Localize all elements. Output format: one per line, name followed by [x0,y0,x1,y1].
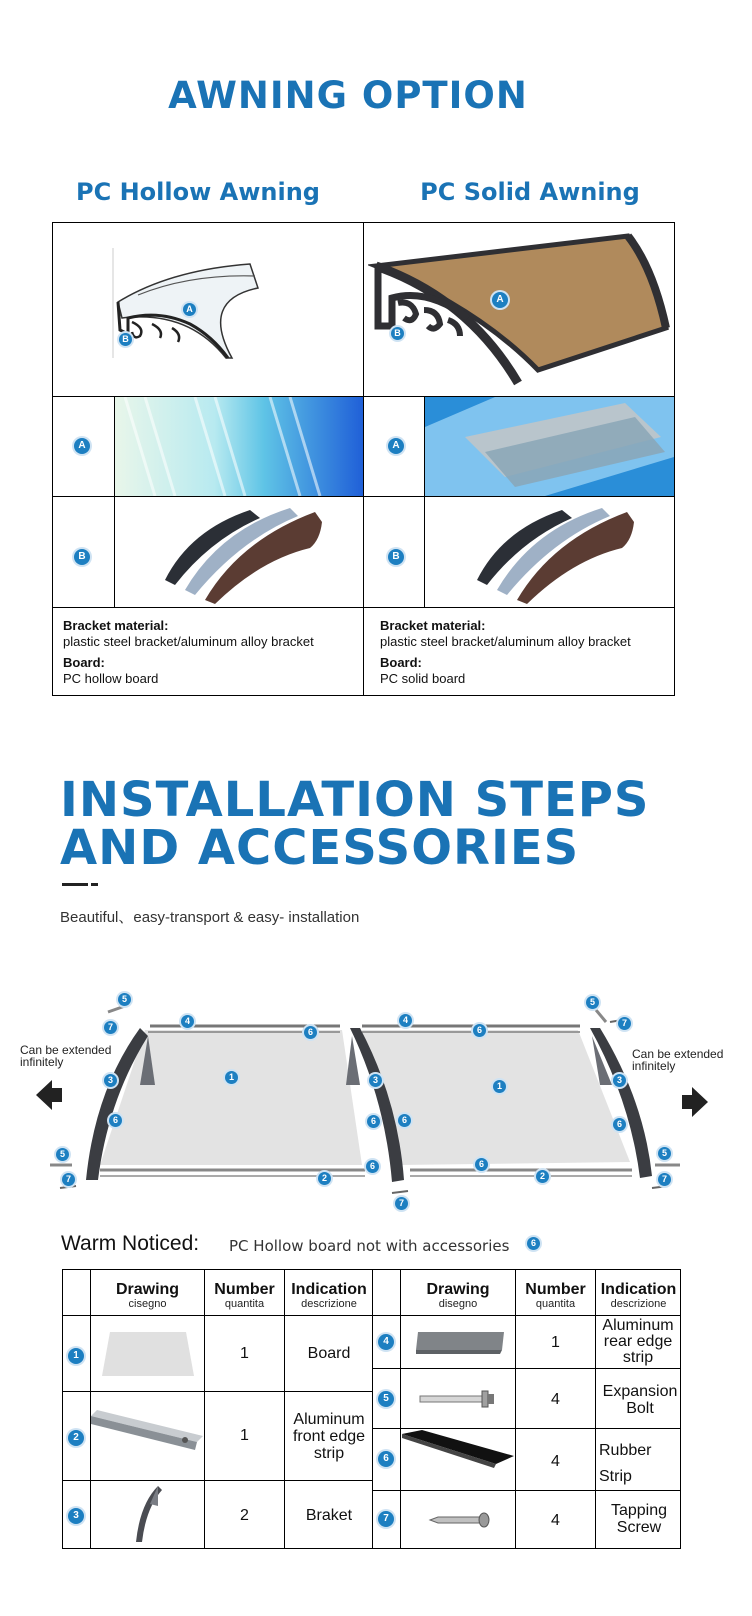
diagram-label-1: 1 [225,1071,238,1084]
front-edge-strip-drawing [91,1408,203,1454]
tapping-screw-drawing [428,1511,494,1529]
diagram-label-3: 3 [369,1074,382,1087]
table-divider-h2 [52,496,675,497]
diagram-label-7: 7 [104,1021,117,1034]
rt-header-drawing: Drawing [426,1281,490,1298]
rt-h4 [372,1490,681,1491]
rt-row4-id: 7 [378,1511,394,1527]
lt-row2-indication: Aluminum front edge strip [292,1411,366,1462]
diagram-label-5: 5 [586,996,599,1009]
solid-awning-image [368,228,673,393]
install-title-line1: INSTALLATION STEPS [60,772,650,828]
solid-bracket-label: Bracket material: [380,618,486,633]
expansion-bolt-drawing [418,1388,498,1410]
lt-h3 [62,1480,373,1481]
lt-row1-id: 1 [68,1348,84,1364]
warm-notice-badge: 6 [527,1237,540,1250]
rt-row2-indication: Expansion Bolt [602,1383,678,1417]
awning-title: AWNING OPTION [168,74,528,117]
rt-v1 [400,1269,401,1549]
hollow-board-image [115,397,363,496]
rt-header-drawing-sub: disegno [438,1298,478,1310]
solid-marker-b: B [391,327,404,340]
lt-row1-indication: Board [307,1345,351,1362]
bracket-drawing [128,1484,164,1544]
title-underline [62,883,88,886]
hollow-marker-b: B [119,333,132,346]
table-divider-v [363,222,364,696]
diagram-label-6: 6 [304,1026,317,1039]
rt-v2 [515,1269,516,1549]
diagram-label-7: 7 [618,1017,631,1030]
diagram-label-6: 6 [398,1114,411,1127]
hollow-bracket-value: plastic steel bracket/aluminum alloy bracket [63,634,314,649]
rear-edge-strip-drawing [414,1330,506,1356]
lt-h2 [62,1391,373,1392]
lt-header-number: Number [214,1281,275,1298]
solid-board-value: PC solid board [380,671,466,686]
rt-h1 [372,1315,681,1316]
lt-header-indication: Indication [291,1281,367,1298]
title-underline-dot [91,883,98,886]
rt-row1-number: 1 [551,1334,560,1351]
rt-header-number-sub: quantita [535,1298,576,1310]
lt-h1 [62,1315,373,1316]
diagram-label-5: 5 [658,1147,671,1160]
diagram-label-1: 1 [493,1080,506,1093]
rt-row3-id: 6 [378,1451,394,1467]
hollow-bracket-label: Bracket material: [63,618,169,633]
warm-notice-label: Warm Noticed: [61,1232,200,1255]
rt-row3-indication: Rubber Strip [599,1442,652,1485]
hollow-row-b-marker: B [74,549,90,565]
extend-left-label: Can be extended infinitely [20,1043,112,1069]
solid-bracket-value: plastic steel bracket/aluminum alloy bracket [380,634,631,649]
solid-row-b-marker: B [388,549,404,565]
diagram-label-2: 2 [536,1170,549,1183]
diagram-label-4: 4 [181,1015,194,1028]
rt-row4-indication: Tapping Screw [610,1502,668,1536]
diagram-label-2: 2 [318,1172,331,1185]
rt-row2-number: 4 [551,1391,560,1408]
lt-row2-id: 2 [68,1430,84,1446]
lt-row3-id: 3 [68,1508,84,1524]
lt-header-number-sub: quantita [224,1298,265,1310]
solid-board-label: Board: [380,655,422,670]
lt-row3-number: 2 [240,1507,249,1524]
solid-heading: PC Solid Awning [420,178,640,206]
solid-board-image [425,397,674,496]
rt-row1-indication: Aluminum rear edge strip [602,1317,674,1366]
lt-header-indication-sub: descrizione [301,1298,357,1310]
lt-header-drawing-sub: cisegno [128,1298,167,1310]
rt-h3 [372,1428,681,1429]
diagram-label-6: 6 [367,1115,380,1128]
rt-row2-id: 5 [378,1391,394,1407]
solid-bracket-image [462,500,642,605]
diagram-label-5: 5 [56,1148,69,1161]
rt-row3-number: 4 [551,1453,560,1470]
extend-right-label: Can be extended infinitely [632,1047,724,1073]
board-drawing [100,1330,196,1378]
lt-row1-number: 1 [240,1345,249,1362]
diagram-label-6: 6 [366,1160,379,1173]
solid-row-a-marker: A [388,438,404,454]
diagram-label-3: 3 [104,1074,117,1087]
rt-header-indication: Indication [600,1281,677,1298]
table-divider-h3 [52,607,675,608]
diagram-label-5: 5 [118,993,131,1006]
diagram-label-6: 6 [109,1114,122,1127]
rt-row4-number: 4 [551,1512,560,1529]
lt-header-drawing: Drawing [115,1281,180,1298]
diagram-label-7: 7 [658,1173,671,1186]
diagram-label-3: 3 [613,1074,626,1087]
diagram-label-6: 6 [473,1024,486,1037]
diagram-label-6: 6 [475,1158,488,1171]
warm-notice-text: PC Hollow board not with accessories [229,1237,510,1255]
diagram-label-7: 7 [395,1197,408,1210]
rt-header-indication-sub: descrizione [610,1298,667,1310]
hollow-board-label: Board: [63,655,105,670]
diagram-label-6: 6 [613,1118,626,1131]
hollow-heading: PC Hollow Awning [76,178,320,206]
lt-row2-number: 1 [240,1427,249,1444]
rt-v3 [595,1269,596,1549]
diagram-label-4: 4 [399,1014,412,1027]
diagram-label-7: 7 [62,1173,75,1186]
hollow-board-value: PC hollow board [63,671,159,686]
hollow-row-a-marker: A [74,438,90,454]
hollow-bracket-image [150,500,330,605]
rubber-strip-drawing [402,1430,514,1470]
install-title-line2: AND ACCESSORIES [60,820,580,876]
hollow-marker-a: A [183,303,196,316]
rt-row1-id: 4 [378,1334,394,1350]
rt-header-number: Number [525,1281,586,1298]
rt-h2 [372,1368,681,1369]
install-subtitle: Beautiful、easy-transport & easy- installation [60,909,360,926]
lt-row3-indication: Braket [305,1507,353,1524]
solid-marker-a: A [492,292,508,308]
